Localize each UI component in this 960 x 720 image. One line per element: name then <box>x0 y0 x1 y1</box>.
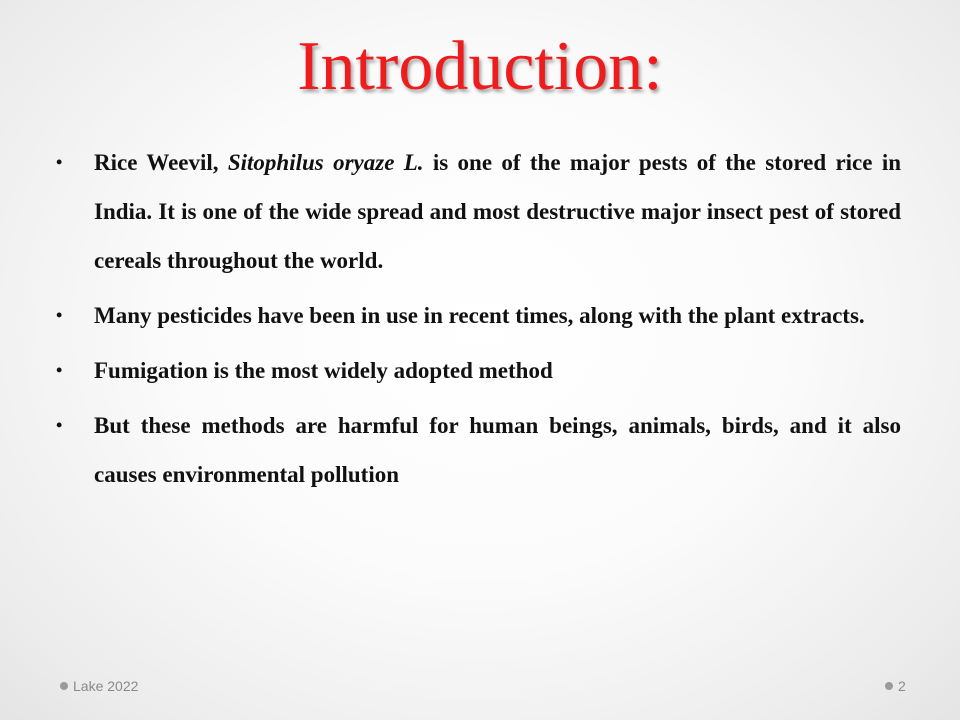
page-number: 2 <box>898 678 906 694</box>
bullet-text: But these methods are harmful for human beings, animals, birds, and it also causes environmental pollution <box>94 413 901 487</box>
bullet-list <box>56 138 901 505</box>
slide-title: Introduction: <box>297 28 663 105</box>
bullet-text-end: is one of the major pests of the stored rice in India. It is one of the wide spread and most destructive major insect pest of stored cereals throughout the world. <box>94 150 901 273</box>
bullet-text-start: Rice Weevil, <box>94 150 228 175</box>
bullet-dot-icon: • <box>56 152 63 172</box>
bullet-dot-icon: • <box>56 415 63 435</box>
footer-left <box>60 678 138 694</box>
bullet-text: Many pesticides have been in use in recent times, along with the plant extracts. <box>94 303 865 328</box>
bullet-dot-icon: • <box>56 305 63 325</box>
footer-right <box>885 678 906 694</box>
bullet-item <box>56 138 901 285</box>
bullet-item <box>56 291 901 340</box>
bullet-item <box>56 401 901 499</box>
footer-dot-icon <box>60 682 68 690</box>
species-name: Sitophilus oryaze L. <box>227 150 424 175</box>
footer-text: Lake 2022 <box>73 678 139 694</box>
footer-dot-icon <box>885 682 893 690</box>
bullet-item <box>56 346 901 395</box>
bullet-text: Fumigation is the most widely adopted method <box>94 358 553 383</box>
bullet-dot-icon: • <box>56 360 63 380</box>
